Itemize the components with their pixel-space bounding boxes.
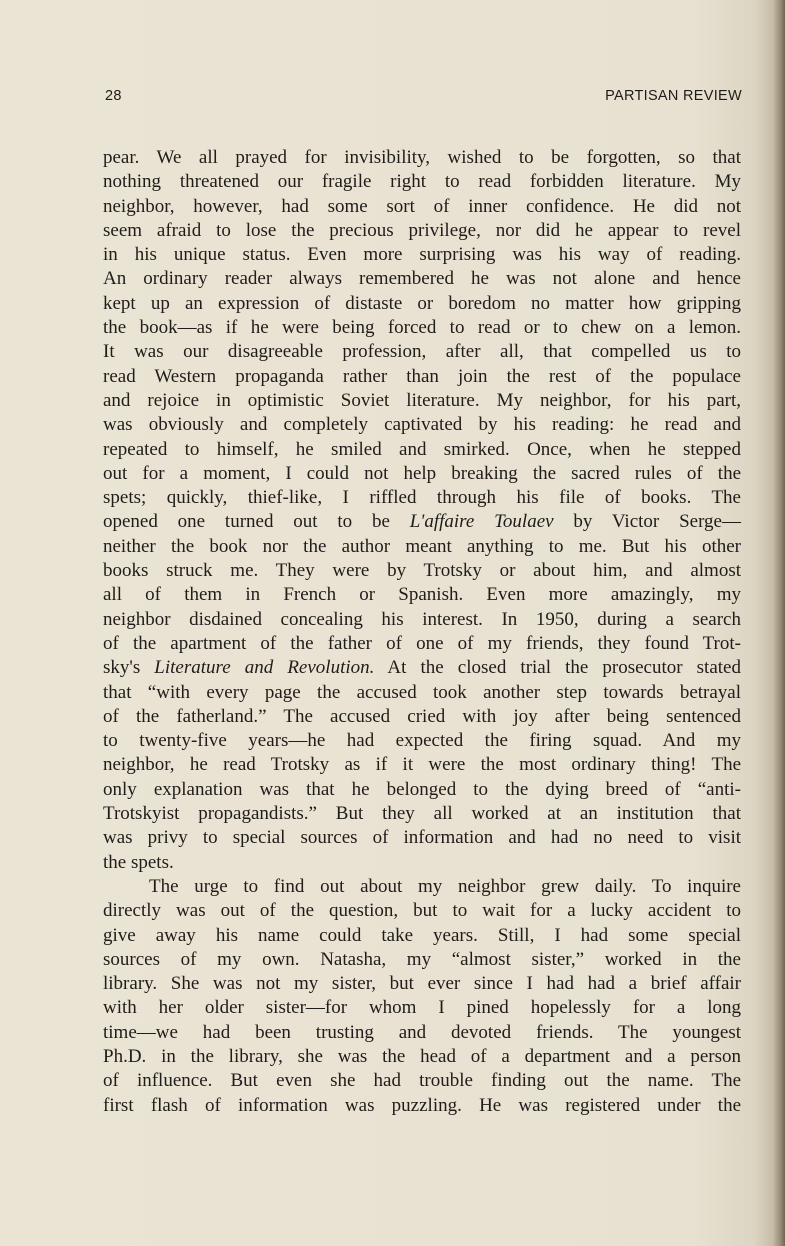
text-line: and rejoice in optimistic Soviet literature. My neighbor, for his part, bbox=[103, 389, 741, 411]
book-spine-shadow bbox=[773, 0, 785, 1246]
text-line: that “with every page the accused took another step towards betrayal bbox=[103, 681, 741, 703]
text-line: with her older sister—for whom I pined hopelessly for a long bbox=[103, 997, 741, 1019]
text-line-with-title bbox=[103, 510, 741, 534]
text-line: seem afraid to lose the precious privilege, nor did he appear to revel bbox=[103, 219, 741, 241]
text-line: to twenty-five years—he had expected the firing squad. And my bbox=[103, 730, 741, 752]
text-line: kept up an expression of distaste or boredom no matter how gripping bbox=[103, 292, 741, 314]
text-line: It was our disagreeable profession, after all, that compelled us to bbox=[103, 341, 741, 363]
text-fragment: At the closed trial the prosecutor stated bbox=[374, 657, 741, 679]
text-line: spets; quickly, thief-like, I riffled through his file of books. The bbox=[103, 487, 741, 509]
text-line: out for a moment, I could not help breaking the sacred rules of the bbox=[103, 462, 741, 484]
text-line: An ordinary reader always remembered he was not alone and hence bbox=[103, 268, 741, 290]
text-fragment: sky's bbox=[103, 657, 155, 679]
text-line: read Western propaganda rather than join the rest of the populace bbox=[103, 365, 741, 387]
text-fragment: opened one turned out to be bbox=[103, 511, 410, 533]
text-line-with-title bbox=[103, 656, 741, 680]
running-head: PARTISAN REVIEW bbox=[605, 88, 742, 104]
text-line: was privy to special sources of information and had no need to visit bbox=[103, 827, 741, 849]
text-line: Trotskyist propagandists.” But they all worked at an institution that bbox=[103, 803, 741, 825]
book-title-italic: Literature and Revolution. bbox=[154, 657, 375, 679]
text-line: sources of my own. Natasha, my “almost sister,” worked in the bbox=[103, 948, 741, 970]
text-line: of the fatherland.” The accused cried with joy after being sentenced bbox=[103, 705, 741, 727]
text-line: all of them in French or Spanish. Even more amazingly, my bbox=[103, 584, 741, 606]
text-line: only explanation was that he belonged to the dying breed of “anti- bbox=[103, 778, 741, 800]
text-line: neither the book nor the author meant anything to me. But his other bbox=[103, 535, 741, 557]
text-line: of the apartment of the father of one of my friends, they found Trot- bbox=[103, 632, 741, 654]
text-line: time—we had been trusting and devoted friends. The youngest bbox=[103, 1021, 741, 1043]
text-line: neighbor disdained concealing his interest. In 1950, during a search bbox=[103, 608, 741, 630]
text-line: neighbor, he read Trotsky as if it were the most ordinary thing! The bbox=[103, 754, 741, 776]
text-line: directly was out of the question, but to wait for a lucky accident to bbox=[103, 900, 741, 922]
text-line: of influence. But even she had trouble finding out the name. The bbox=[103, 1070, 741, 1092]
text-line: was obviously and completely captivated by his reading: he read and bbox=[103, 414, 741, 436]
body-text bbox=[103, 146, 741, 1118]
text-line: give away his name could take years. Still, I had some special bbox=[103, 924, 741, 946]
text-line: repeated to himself, he smiled and smirked. Once, when he stepped bbox=[103, 438, 741, 460]
text-line: nothing threatened our fragile right to read forbidden literature. My bbox=[103, 171, 741, 193]
text-line: The urge to find out about my neighbor grew daily. To inquire bbox=[149, 875, 741, 897]
book-title-italic: L'affaire Toulaev bbox=[409, 511, 554, 533]
text-line: the spets. bbox=[103, 851, 174, 873]
page-number: 28 bbox=[105, 88, 122, 104]
text-line: books struck me. They were by Trotsky or about him, and almost bbox=[103, 560, 741, 582]
text-line: pear. We all prayed for invisibility, wished to be forgotten, so that bbox=[103, 147, 741, 168]
text-line: library. She was not my sister, but ever since I had had a brief affair bbox=[103, 973, 741, 995]
text-line: Ph.D. in the library, she was the head of a department and a person bbox=[103, 1045, 741, 1067]
text-line: first flash of information was puzzling. He was registered under the bbox=[103, 1094, 741, 1116]
text-line: the book—as if he were being forced to read or to chew on a lemon. bbox=[103, 317, 741, 339]
text-fragment: by Victor Serge— bbox=[553, 511, 741, 533]
text-line: neighbor, however, had some sort of inner confidence. He did not bbox=[103, 195, 741, 217]
page-header bbox=[105, 88, 742, 108]
text-line: in his unique status. Even more surprising was his way of reading. bbox=[103, 244, 741, 266]
